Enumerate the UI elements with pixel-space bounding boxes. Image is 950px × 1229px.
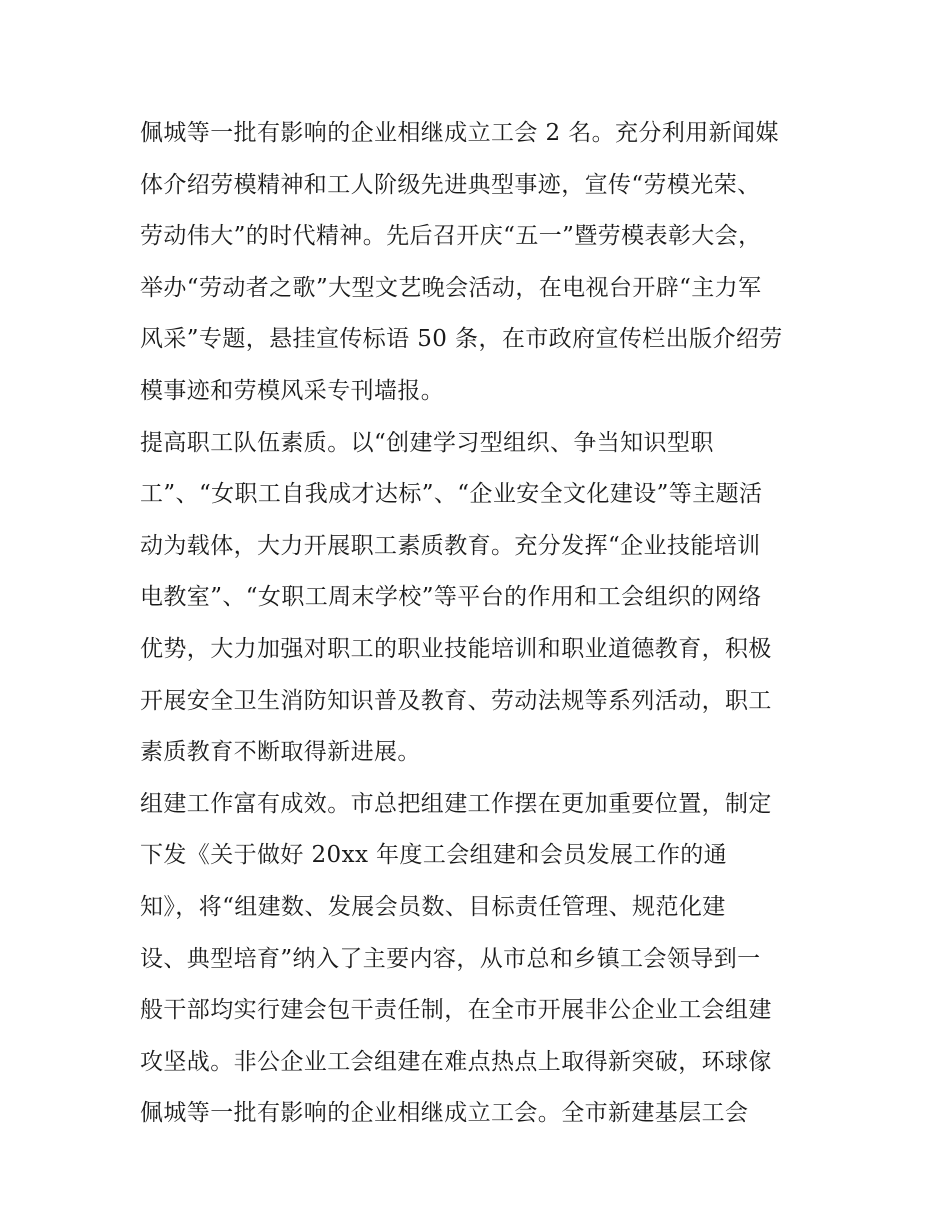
text-line: 模事迹和劳模风采专刊墙报。 [140,377,445,404]
text-line: 提高职工队伍素质。以“创建学习型组织、争当知识型职 [140,429,714,456]
text-line: 素质教育不断取得新进展。 [140,739,421,766]
text-line: 劳动伟大”的时代精神。先后召开庆“五一”暨劳模表彰大会， [140,223,762,250]
text-line: 风采”专题，悬挂宣传标语 50 条，在市政府宣传栏出版介绍劳 [140,326,783,353]
text-line: 动为载体，大力开展职工素质教育。充分发挥“企业技能培训 [140,532,761,559]
text-line: 组建工作富有成效。市总把组建工作摆在更加重要位置，制定 [140,790,772,817]
text-line: 攻坚战。非公企业工会组建在难点热点上取得新突破，环球傢 [140,1048,772,1075]
text-line: 般干部均实行建会包干责任制，在全市开展非公企业工会组建 [140,997,772,1024]
text-line: 优势，大力加强对职工的职业技能培训和职业道德教育，积极 [140,635,772,662]
text-line: 举办“劳动者之歌”大型文艺晚会活动，在电视台开辟“主力军 [140,274,762,301]
text-line: 佩城等一批有影响的企业相继成立工会。全市新建基层工会 [140,1100,749,1127]
text-line: 体介绍劳模精神和工人阶级先进典型事迹，宣传“劳模光荣、 [140,171,761,198]
text-line: 设、典型培育”纳入了主要内容，从市总和乡镇工会领导到一 [140,945,761,972]
body-text [140,108,820,1140]
text-line: 下发《关于做好 20xx 年度工会组建和会员发展工作的通 [140,842,728,869]
text-line: 开展安全卫生消防知识普及教育、劳动法规等系列活动，职工 [140,687,772,714]
text-line: 知》，将“组建数、发展会员数、目标责任管理、规范化建 [140,893,726,920]
text-line: 电教室”、“女职工周末学校”等平台的作用和工会组织的网络 [140,584,762,611]
text-line: 工”、“女职工自我成才达标”、“企业安全文化建设”等主题活 [140,481,763,508]
text-line: 佩城等一批有影响的企业相继成立工会 2 名。充分利用新闻媒 [140,120,779,146]
